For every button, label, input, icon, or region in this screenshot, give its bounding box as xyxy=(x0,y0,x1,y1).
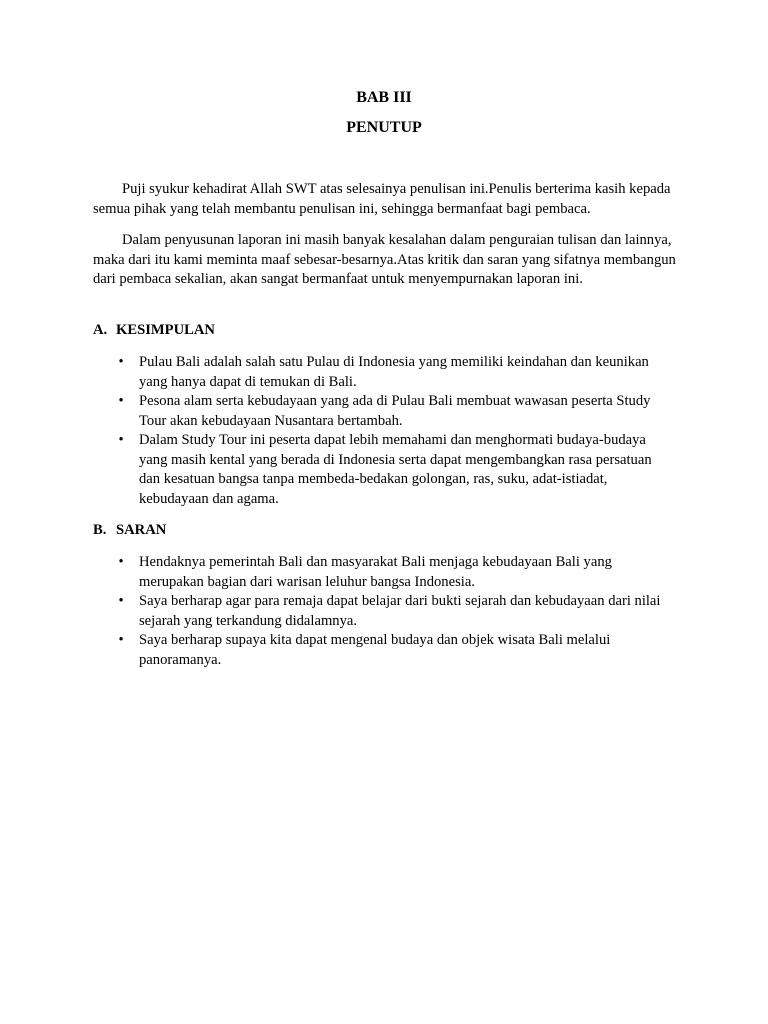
section-letter: A. xyxy=(93,322,108,338)
list-item-text: Pulau Bali adalah salah satu Pulau di Indonesia yang memiliki keindahan dan keunikan yang hanya dapat di temukan di Bali. xyxy=(139,354,649,390)
bullet-icon: • xyxy=(118,354,124,370)
chapter-title: PENUTUP xyxy=(346,119,422,136)
section-heading-saran xyxy=(93,521,166,541)
list-item xyxy=(0,431,669,509)
bullet-icon: • xyxy=(118,593,124,609)
section-heading-kesimpulan xyxy=(93,321,215,341)
apology-paragraph: Dalam penyusunan laporan ini masih banyak kesalahan dalam penguraian tulisan dan lainnya, maka dari itu kami meminta maaf sebesar-besarnya.Atas kritik dan saran yang sifatnya membangun dari pembaca sekalian, akan sangat bermanfaat untuk menyempurnakan laporan ini. xyxy=(93,232,676,287)
section-heading-text: SARAN xyxy=(116,522,167,538)
section-letter: B. xyxy=(93,522,107,538)
list-item-text: Pesona alam serta kebudayaan yang ada di Pulau Bali membuat wawasan peserta Study Tour akan kebudayaan Nusantara bertambah. xyxy=(139,393,651,429)
section-heading-text: KESIMPULAN xyxy=(116,322,215,338)
saran-list xyxy=(0,553,669,670)
list-item xyxy=(0,392,669,431)
list-item xyxy=(0,353,669,392)
chapter-number: BAB III xyxy=(356,89,412,106)
list-item xyxy=(0,553,669,592)
list-item-text: Dalam Study Tour ini peserta dapat lebih memahami dan menghormati budaya-budaya yang masih kental yang berada di Indonesia serta dapat mengembangkan rasa persatuan dan kesatuan bangsa tanpa membeda-bedakan golongan, ras, suku, adat-istiadat, kebudayaan dan agama. xyxy=(139,432,652,507)
kesimpulan-list xyxy=(0,353,669,509)
list-item-text: Saya berharap agar para remaja dapat belajar dari bukti sejarah dan kebudayaan dari nilai sejarah yang terkandung didalamnya. xyxy=(139,593,661,629)
bullet-icon: • xyxy=(118,632,124,648)
bullet-icon: • xyxy=(118,432,124,448)
bullet-icon: • xyxy=(118,393,124,409)
list-item-text: Saya berharap supaya kita dapat mengenal budaya dan objek wisata Bali melalui panoramanya. xyxy=(139,632,611,668)
list-item xyxy=(0,592,669,631)
list-item-text: Hendaknya pemerintah Bali dan masyarakat Bali menjaga kebudayaan Bali yang merupakan bagian dari warisan leluhur bangsa Indonesia. xyxy=(139,554,612,590)
bullet-icon: • xyxy=(118,554,124,570)
list-item xyxy=(0,631,669,670)
intro-paragraph: Puji syukur kehadirat Allah SWT atas selesainya penulisan ini.Penulis berterima kasih kepada semua pihak yang telah membantu penulisan ini, sehingga bermanfaat bagi pembaca. xyxy=(93,181,671,217)
